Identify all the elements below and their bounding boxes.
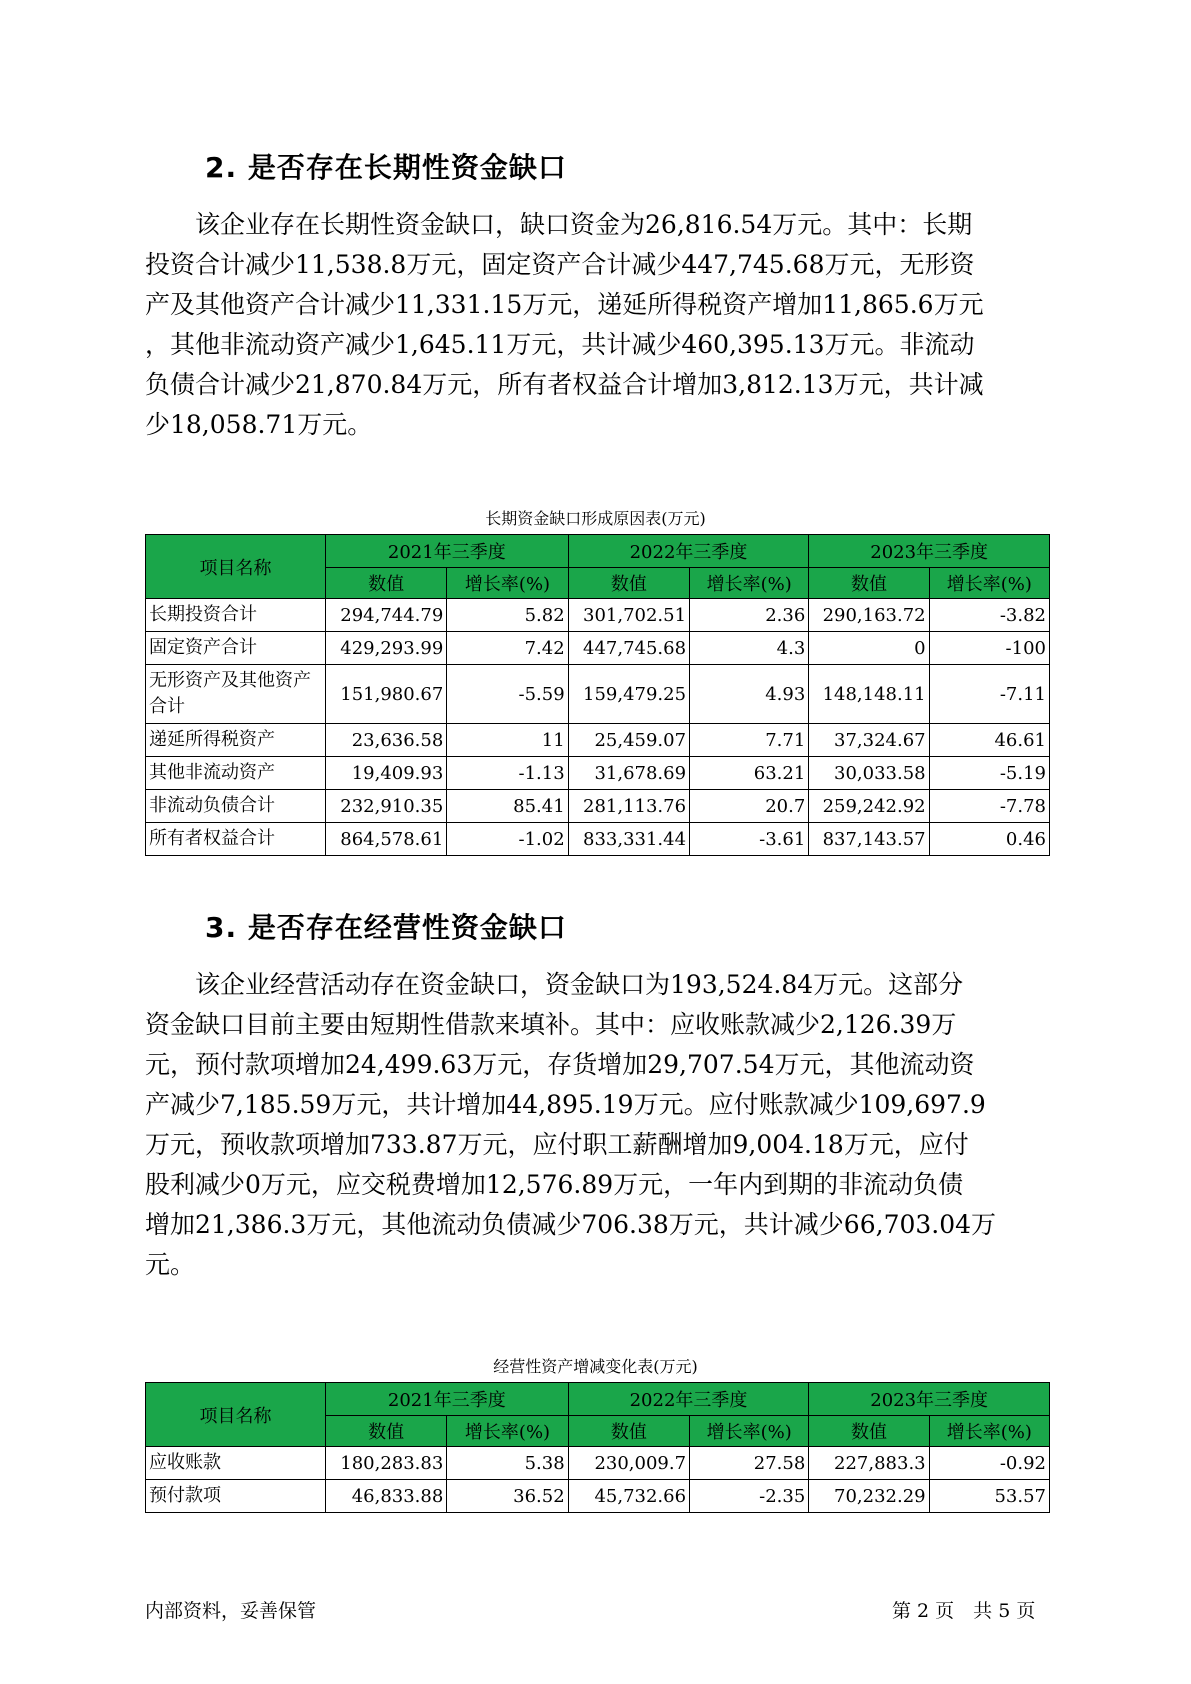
operating-assets-change-table: [145, 1382, 1050, 1513]
paragraph-line: 投资合计减少11,538.8万元，固定资产合计减少447,745.68万元，无形资: [145, 250, 975, 279]
footer-confidential-note: 内部资料，妥善保管: [145, 1600, 317, 1622]
value-cell: 281,113.76: [568, 790, 689, 823]
growth-cell: -0.92: [929, 1447, 1049, 1480]
value-cell: 232,910.35: [325, 790, 446, 823]
value-cell: 19,409.93: [325, 757, 446, 790]
paragraph-line: 产减少7,185.59万元，共计增加44,895.19万元。应付账款减少109,697.9: [145, 1090, 986, 1119]
header-value: 数值: [568, 1416, 689, 1447]
growth-cell: -3.61: [690, 823, 809, 856]
growth-cell: 36.52: [447, 1480, 568, 1513]
paragraph-line: 少18,058.71万元。: [145, 410, 373, 439]
value-cell: 833,331.44: [568, 823, 689, 856]
growth-cell: 7.42: [447, 632, 568, 665]
row-item-name: 其他非流动资产: [146, 757, 326, 790]
value-cell: 290,163.72: [809, 599, 929, 632]
paragraph-line: 负债合计减少21,870.84万元，所有者权益合计增加3,812.13万元，共计减: [145, 370, 984, 399]
header-growth: 增长率(%): [929, 568, 1049, 599]
row-item-name: 递延所得税资产: [146, 724, 326, 757]
growth-cell: -100: [929, 632, 1049, 665]
value-cell: 46,833.88: [325, 1480, 446, 1513]
growth-cell: 4.93: [690, 665, 809, 724]
growth-cell: 20.7: [690, 790, 809, 823]
paragraph-line: 该企业经营活动存在资金缺口，资金缺口为193,524.84万元。这部分: [145, 970, 964, 999]
growth-cell: -7.11: [929, 665, 1049, 724]
header-value: 数值: [809, 1416, 929, 1447]
table-row: [146, 665, 1050, 724]
growth-cell: 27.58: [690, 1447, 809, 1480]
header-growth: 增长率(%): [690, 1416, 809, 1447]
table-1-body: [146, 599, 1050, 856]
value-cell: 301,702.51: [568, 599, 689, 632]
value-cell: 31,678.69: [568, 757, 689, 790]
header-period: 2021年三季度: [325, 535, 568, 568]
header-period: 2022年三季度: [568, 535, 809, 568]
paragraph-line: 资金缺口目前主要由短期性借款来填补。其中：应收账款减少2,126.39万: [145, 1010, 957, 1039]
row-item-name: 非流动负债合计: [146, 790, 326, 823]
value-cell: 148,148.11: [809, 665, 929, 724]
growth-cell: -7.78: [929, 790, 1049, 823]
growth-cell: -1.02: [447, 823, 568, 856]
table-row: [146, 599, 1050, 632]
header-growth: 增长率(%): [929, 1416, 1049, 1447]
growth-cell: 2.36: [690, 599, 809, 632]
value-cell: 447,745.68: [568, 632, 689, 665]
header-value: 数值: [568, 568, 689, 599]
footer-page-number: 第 2 页 共 5 页: [892, 1600, 1036, 1622]
growth-cell: 63.21: [690, 757, 809, 790]
paragraph-line: 增加21,386.3万元，其他流动负债减少706.38万元，共计减少66,703.04万: [145, 1210, 997, 1239]
header-value: 数值: [809, 568, 929, 599]
header-period: 2023年三季度: [809, 535, 1050, 568]
value-cell: 23,636.58: [325, 724, 446, 757]
table-row: [146, 1480, 1050, 1513]
value-cell: 259,242.92: [809, 790, 929, 823]
value-cell: 37,324.67: [809, 724, 929, 757]
value-cell: 159,479.25: [568, 665, 689, 724]
growth-cell: -2.35: [690, 1480, 809, 1513]
paragraph-line: 万元，预收款项增加733.87万元，应付职工薪酬增加9,004.18万元，应付: [145, 1130, 969, 1159]
value-cell: 230,009.7: [568, 1447, 689, 1480]
section-3-paragraph: [145, 965, 1045, 1285]
value-cell: 151,980.67: [325, 665, 446, 724]
section-2-heading: 2. 是否存在长期性资金缺口: [205, 151, 567, 184]
paragraph-line: 该企业存在长期性资金缺口，缺口资金为26,816.54万元。其中：长期: [145, 210, 973, 239]
row-item-name: 固定资产合计: [146, 632, 326, 665]
growth-cell: -3.82: [929, 599, 1049, 632]
row-item-name: 应收账款: [146, 1447, 326, 1480]
value-cell: 30,033.58: [809, 757, 929, 790]
growth-cell: 5.38: [447, 1447, 568, 1480]
section-2-paragraph: [145, 205, 1045, 445]
table-row: [146, 823, 1050, 856]
header-value: 数值: [325, 568, 446, 599]
table-2-caption: 经营性资产增减变化表(万元): [493, 1357, 698, 1376]
table-row: [146, 790, 1050, 823]
header-period: 2021年三季度: [325, 1383, 568, 1416]
table-row: [146, 632, 1050, 665]
growth-cell: 7.71: [690, 724, 809, 757]
paragraph-line: 元。: [145, 1250, 196, 1279]
value-cell: 429,293.99: [325, 632, 446, 665]
row-item-name: 长期投资合计: [146, 599, 326, 632]
growth-cell: 11: [447, 724, 568, 757]
row-item-name: 所有者权益合计: [146, 823, 326, 856]
paragraph-line: 股利减少0万元，应交税费增加12,576.89万元，一年内到期的非流动负债: [145, 1170, 964, 1199]
growth-cell: 46.61: [929, 724, 1049, 757]
value-cell: 0: [809, 632, 929, 665]
growth-cell: 5.82: [447, 599, 568, 632]
table-row: [146, 724, 1050, 757]
table-row: [146, 757, 1050, 790]
value-cell: 864,578.61: [325, 823, 446, 856]
header-growth: 增长率(%): [447, 1416, 568, 1447]
growth-cell: 4.3: [690, 632, 809, 665]
header-item-name: 项目名称: [146, 535, 326, 599]
value-cell: 180,283.83: [325, 1447, 446, 1480]
growth-cell: 85.41: [447, 790, 568, 823]
row-item-name: 无形资产及其他资产合计: [146, 665, 326, 724]
paragraph-line: 元，预付款项增加24,499.63万元，存货增加29,707.54万元，其他流动资: [145, 1050, 975, 1079]
row-item-name: 预付款项: [146, 1480, 326, 1513]
growth-cell: -5.19: [929, 757, 1049, 790]
growth-cell: -5.59: [447, 665, 568, 724]
value-cell: 227,883.3: [809, 1447, 929, 1480]
header-growth: 增长率(%): [690, 568, 809, 599]
growth-cell: -1.13: [447, 757, 568, 790]
header-item-name: 项目名称: [146, 1383, 326, 1447]
table-1-caption: 长期资金缺口形成原因表(万元): [485, 509, 706, 528]
section-3-heading: 3. 是否存在经营性资金缺口: [205, 911, 567, 944]
value-cell: 294,744.79: [325, 599, 446, 632]
value-cell: 45,732.66: [568, 1480, 689, 1513]
header-period: 2022年三季度: [568, 1383, 809, 1416]
header-growth: 增长率(%): [447, 568, 568, 599]
table-2-body: [146, 1447, 1050, 1513]
paragraph-line: ，其他非流动资产减少1,645.11万元，共计减少460,395.13万元。非流动: [145, 330, 975, 359]
growth-cell: 0.46: [929, 823, 1049, 856]
paragraph-line: 产及其他资产合计减少11,331.15万元，递延所得税资产增加11,865.6万元: [145, 290, 984, 319]
value-cell: 837,143.57: [809, 823, 929, 856]
growth-cell: 53.57: [929, 1480, 1049, 1513]
value-cell: 25,459.07: [568, 724, 689, 757]
table-row: [146, 1447, 1050, 1480]
long-term-funding-gap-table: [145, 534, 1050, 856]
header-period: 2023年三季度: [809, 1383, 1050, 1416]
header-value: 数值: [325, 1416, 446, 1447]
value-cell: 70,232.29: [809, 1480, 929, 1513]
